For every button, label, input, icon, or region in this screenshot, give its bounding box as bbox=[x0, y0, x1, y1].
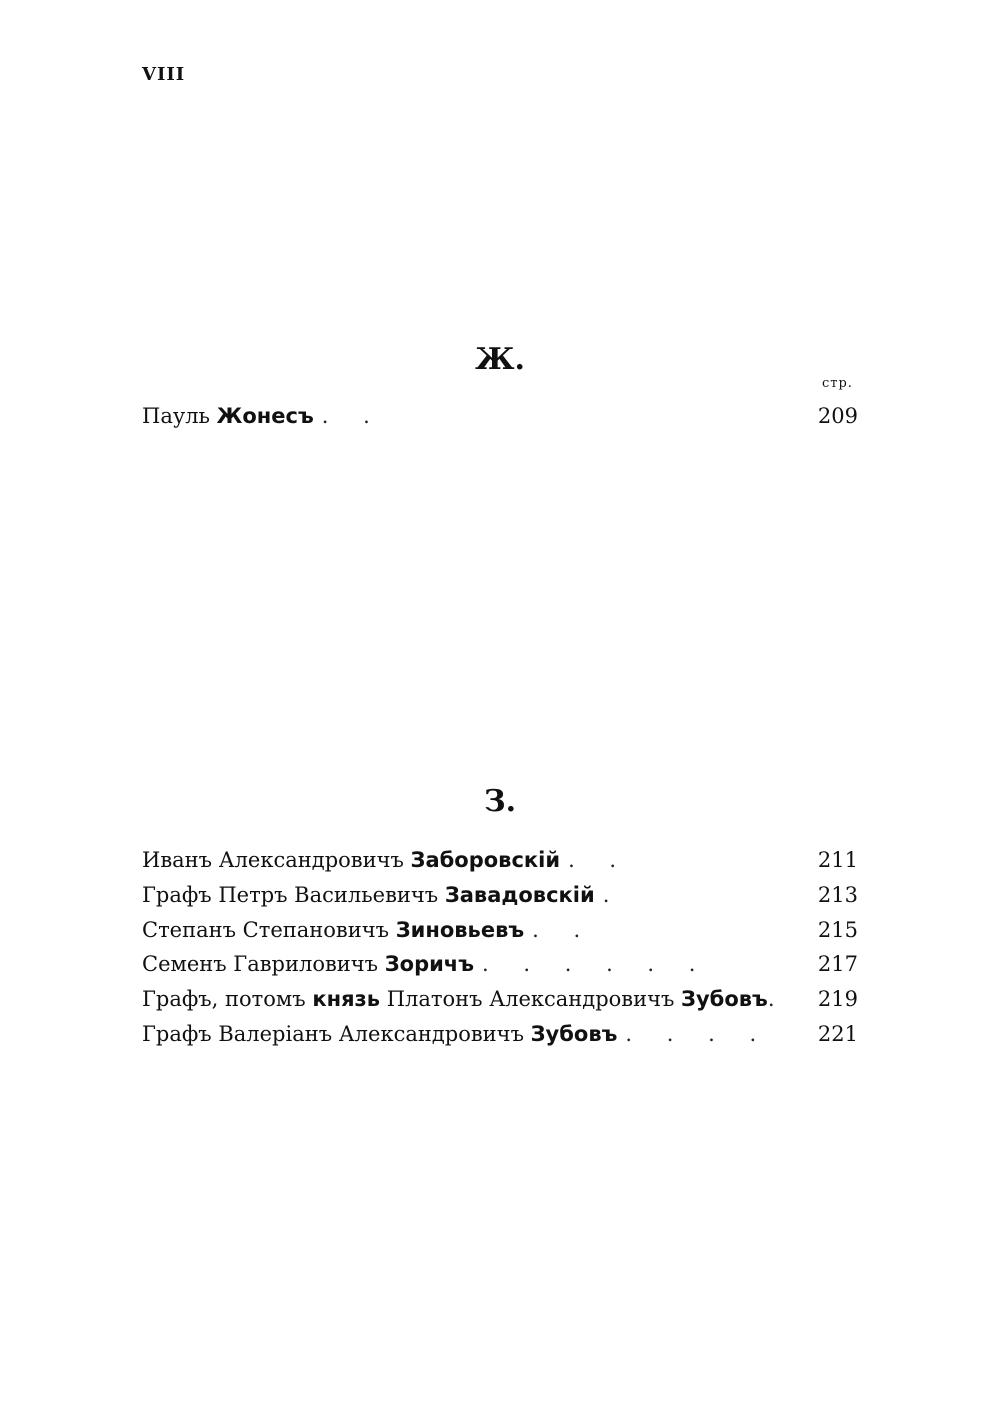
entry-page: 213 bbox=[817, 882, 858, 907]
toc-entry bbox=[142, 404, 858, 439]
section-heading-zh: Ж. bbox=[475, 342, 525, 377]
entry-surname: Зоричъ bbox=[384, 952, 475, 977]
toc-entry bbox=[142, 848, 858, 883]
dot-leader: . . bbox=[532, 917, 595, 942]
entry-text bbox=[142, 952, 474, 976]
entry-page: 209 bbox=[817, 404, 858, 428]
entry-page: 221 bbox=[817, 1021, 858, 1046]
toc-entry bbox=[142, 987, 858, 1022]
entry-text bbox=[142, 918, 524, 942]
dot-leader: . . . . bbox=[625, 1021, 771, 1046]
entry-text bbox=[142, 1022, 617, 1046]
entry-title: князь bbox=[312, 987, 381, 1012]
section-heading-z: З. bbox=[483, 784, 517, 819]
entry-name-tail: Платонъ Александровичъ bbox=[386, 987, 675, 1012]
entry-given-name: Семенъ Гавриловичъ bbox=[142, 952, 379, 977]
dot-leader: . . bbox=[568, 848, 631, 872]
entry-given-name: Пауль bbox=[142, 404, 210, 428]
page-number: VIII bbox=[142, 64, 186, 85]
entry-surname: Завадовскiй bbox=[444, 882, 595, 907]
entry-text bbox=[142, 987, 768, 1011]
toc-entries-z bbox=[142, 848, 858, 1057]
entry-surname: Зубовъ bbox=[681, 987, 768, 1012]
toc-entry bbox=[142, 883, 858, 918]
entry-text bbox=[142, 848, 560, 872]
entry-given-name: Графъ, потомъ bbox=[142, 987, 306, 1012]
dot-leader: . . . . . . bbox=[482, 952, 710, 977]
entry-text bbox=[142, 883, 595, 907]
entry-surname: Зиновьевъ bbox=[395, 917, 525, 942]
entry-surname: Заборовскiй bbox=[410, 848, 561, 872]
toc-entry bbox=[142, 1022, 858, 1057]
entry-page: 219 bbox=[817, 987, 858, 1012]
entry-page: 215 bbox=[817, 917, 858, 942]
toc-entry bbox=[142, 918, 858, 953]
entry-page: 217 bbox=[817, 952, 858, 977]
toc-entries-zh bbox=[142, 404, 858, 439]
dot-leader: . . bbox=[321, 404, 384, 428]
entry-given-name: Графъ Петръ Васильевичъ bbox=[142, 882, 439, 907]
page-column-label: стр. bbox=[822, 376, 853, 391]
entry-surname: Зубовъ bbox=[530, 1021, 618, 1046]
entry-surname: Жонесъ bbox=[216, 404, 314, 428]
entry-given-name: Иванъ Александровичъ bbox=[142, 848, 404, 872]
entry-given-name: Графъ Валерiанъ Александровичъ bbox=[142, 1021, 524, 1046]
dot-leader: . bbox=[602, 882, 624, 907]
entry-text bbox=[142, 404, 314, 428]
toc-entry bbox=[142, 952, 858, 987]
dot-leader: . bbox=[767, 987, 775, 1012]
entry-given-name: Степанъ Степановичъ bbox=[142, 917, 389, 942]
entry-page: 211 bbox=[817, 848, 858, 872]
